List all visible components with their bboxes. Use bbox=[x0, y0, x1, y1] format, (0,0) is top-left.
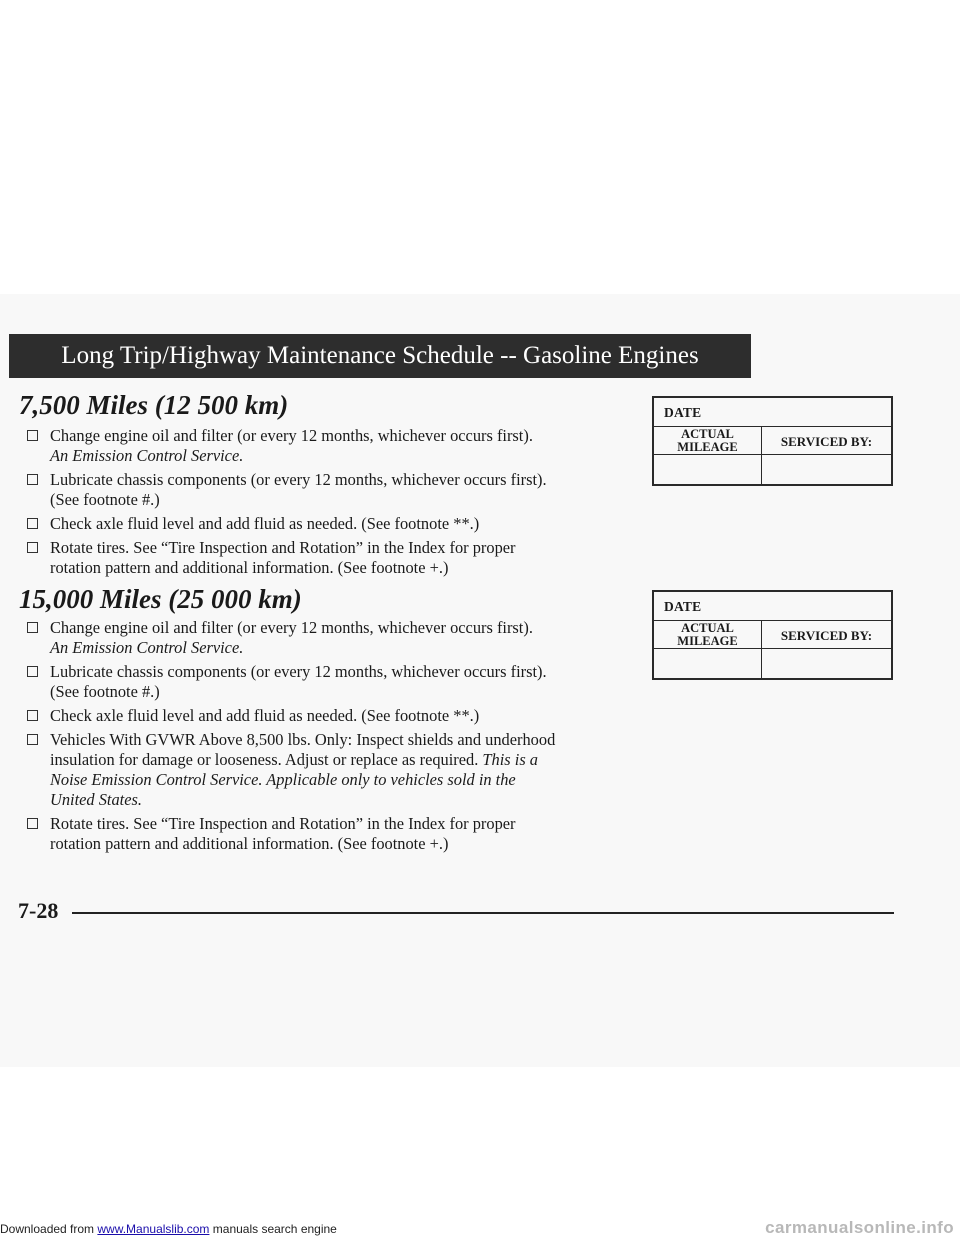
section-heading-15000: 15,000 Miles (25 000 km) bbox=[19, 584, 302, 614]
service-log-table bbox=[652, 590, 893, 680]
emission-note: An Emission Control Service. bbox=[50, 446, 244, 465]
checkbox-icon[interactable] bbox=[27, 430, 38, 441]
checkbox-icon[interactable] bbox=[27, 474, 38, 485]
divider bbox=[654, 454, 891, 455]
date-label: DATE bbox=[664, 405, 702, 420]
checkbox-icon[interactable] bbox=[27, 710, 38, 721]
checkbox-icon[interactable] bbox=[27, 518, 38, 529]
actual-mileage-label: ACTUAL MILEAGE bbox=[677, 621, 738, 648]
checkbox-icon[interactable] bbox=[27, 666, 38, 677]
serviced-by-label: SERVICED BY: bbox=[780, 628, 873, 643]
download-footer: Downloaded from www.Manualslib.com manuals search engine bbox=[0, 1222, 337, 1236]
page-title: Long Trip/Highway Maintenance Schedule -- Gasoline Engines bbox=[9, 334, 751, 378]
actual-mileage-label: ACTUAL MILEAGE bbox=[677, 427, 738, 454]
manualslib-link[interactable]: www.Manualslib.com bbox=[97, 1222, 210, 1236]
checkbox-icon[interactable] bbox=[27, 734, 38, 745]
divider bbox=[654, 648, 891, 649]
page-number: 7-28 bbox=[18, 898, 59, 923]
checkbox-icon[interactable] bbox=[27, 542, 38, 553]
date-label: DATE bbox=[664, 599, 702, 614]
watermark: carmanualsonline.info bbox=[765, 1218, 954, 1237]
page-rule bbox=[72, 912, 894, 914]
emission-note: An Emission Control Service. bbox=[50, 638, 244, 657]
service-log-table bbox=[652, 396, 893, 486]
checkbox-icon[interactable] bbox=[27, 818, 38, 829]
section-heading-7500: 7,500 Miles (12 500 km) bbox=[19, 390, 289, 420]
checkbox-icon[interactable] bbox=[27, 622, 38, 633]
serviced-by-label: SERVICED BY: bbox=[780, 434, 873, 449]
